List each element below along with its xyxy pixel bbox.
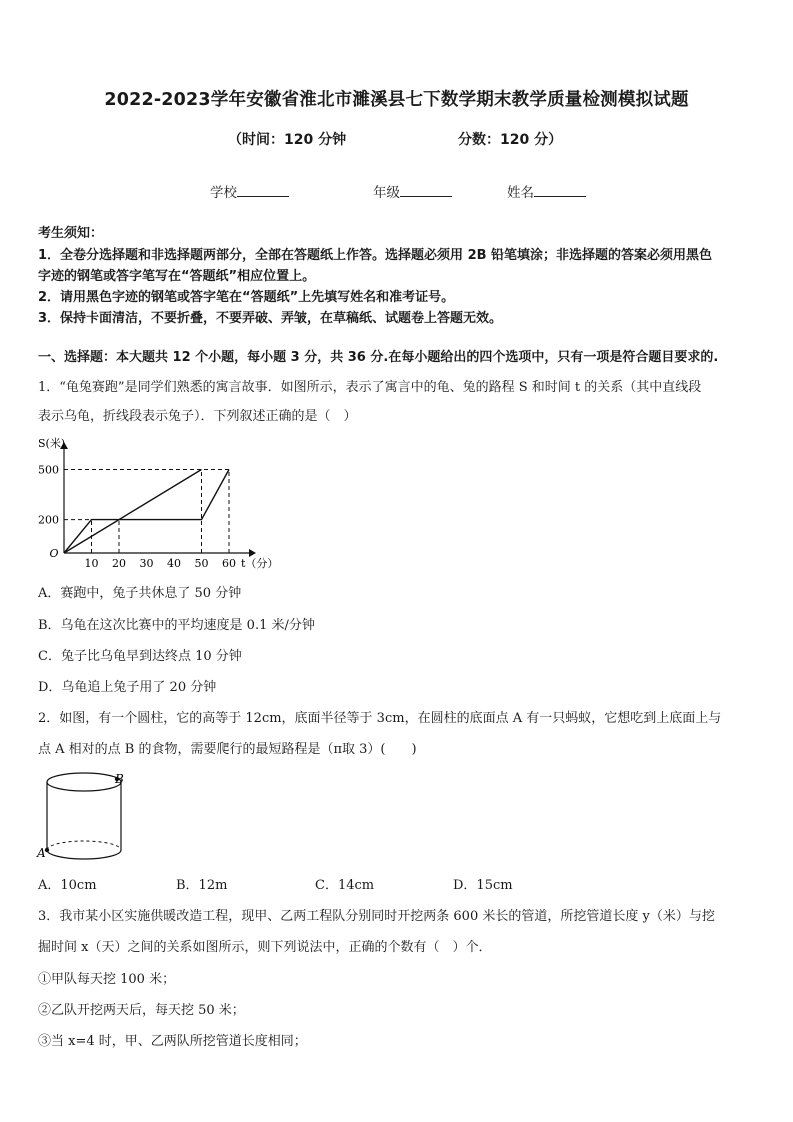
- q1-option-b: B．乌龟在这次比赛中的平均速度是 0.1 米/分钟: [38, 618, 315, 633]
- tortoise-line: [64, 470, 202, 554]
- q3-item-3: ③当 x=4 时，甲、乙两队所挖管道长度相同；: [38, 1034, 307, 1049]
- exam-title: 2022-2023学年安徽省淮北市濉溪县七下数学期末教学质量检测模拟试题: [104, 90, 689, 110]
- q2-stem-line2: 点 A 相对的点 B 的食物，需要爬行的最短路程是（π取 3）( ): [38, 742, 417, 757]
- q1-option-c: C．兔子比乌龟早到达终点 10 分钟: [38, 649, 242, 664]
- label-b: B: [115, 772, 124, 786]
- notice-item: 字迹的钢笔或答字笔写在“答题纸”相应位置上。: [38, 269, 316, 284]
- q1-stem-line1: 1．“龟兔赛跑”是同学们熟悉的寓言故事．如图所示，表示了寓言中的龟、兔的路程 S 和时间 t 的关系（其中直线段: [38, 380, 702, 395]
- q3-item-1: ①甲队每天挖 100 米；: [38, 972, 176, 987]
- label-a: A: [37, 846, 46, 860]
- exam-time: （时间：120 分钟: [228, 132, 347, 148]
- origin-label: O: [49, 547, 59, 560]
- y-tick-label: 500: [38, 463, 59, 477]
- x-tick-label: 20: [112, 557, 126, 570]
- x-tick-label: 10: [84, 557, 99, 570]
- x-tick-label: 60: [222, 557, 236, 570]
- name-label: 姓名: [507, 185, 534, 201]
- q2-option-a: A．10cm: [38, 878, 97, 893]
- name-field: [507, 181, 586, 201]
- q1-stem-line2: 表示乌龟，折线段表示兔子）．下列叙述正确的是（ ）: [38, 409, 357, 424]
- grade-blank[interactable]: [400, 182, 452, 197]
- y-axis-label: S(米): [38, 437, 66, 450]
- school-blank[interactable]: [237, 182, 289, 197]
- grade-field: [373, 181, 452, 201]
- q1-option-a: A．赛跑中，兔子共休息了 50 分钟: [38, 586, 242, 601]
- notice-item: 2．请用黑色字迹的钢笔或答字笔在“答题纸”上先填写姓名和准考证号。: [38, 290, 455, 305]
- q3-stem-line1: 3．我市某小区实施供暖改造工程，现甲、乙两工程队分别同时开挖两条 600 米长的管道，所挖管道长度 y（米）与挖: [38, 909, 715, 924]
- school-label: 学校: [210, 185, 237, 201]
- q2-stem-line1: 2．如图，有一个圆柱，它的高等于 12cm，底面半径等于 3cm，在圆柱的底面点 A 有一只蚂蚁，它想吃到上底面上与: [38, 711, 722, 726]
- q1-graph: [34, 434, 284, 574]
- y-tick-label: 200: [38, 513, 59, 527]
- notice-item: 3．保持卡面清洁，不要折叠，不要弄破、弄皱，在草稿纸、试题卷上答题无效。: [38, 311, 503, 326]
- cylinder-bottom-hidden: [47, 841, 121, 850]
- x-tick-label: 40: [167, 557, 181, 570]
- hare-polyline: [64, 470, 229, 554]
- q3-stem-line2: 掘时间 x（天）之间的关系如图所示，则下列说法中，正确的个数有（ ）个．: [38, 940, 492, 955]
- q2-option-c: C．14cm: [315, 878, 375, 893]
- section-heading: 一、选择题：本大题共 12 个小题，每小题 3 分，共 36 分.在每小题给出的四个选项中，只有一项是符合题目要求的.: [38, 350, 719, 365]
- exam-score: 分数：120 分）: [458, 132, 563, 148]
- school-field: [210, 181, 289, 201]
- q2-option-d: D．15cm: [453, 878, 513, 893]
- name-blank[interactable]: [534, 182, 586, 197]
- notice-item: 1．全卷分选择题和非选择题两部分，全部在答题纸上作答。选择题必须用 2B 铅笔填涂；非选择题的答案必须用黑色: [38, 248, 713, 263]
- x-tick-label: 50: [194, 557, 209, 570]
- x-axis-label: t（分）: [241, 557, 279, 570]
- q1-option-d: D．乌龟追上兔子用了 20 分钟: [38, 680, 217, 695]
- cylinder-top: [47, 773, 121, 791]
- x-axis-arrow: [249, 549, 256, 557]
- notice-heading: 考生须知：: [38, 226, 104, 241]
- q3-item-2: ②乙队开挖两天后，每天挖 50 米；: [38, 1003, 245, 1018]
- cylinder-figure: [34, 766, 134, 866]
- grade-label: 年级: [373, 185, 400, 201]
- x-tick-label: 30: [139, 557, 154, 570]
- q2-option-b: B．12m: [176, 878, 228, 893]
- cylinder-bottom-front: [47, 850, 121, 859]
